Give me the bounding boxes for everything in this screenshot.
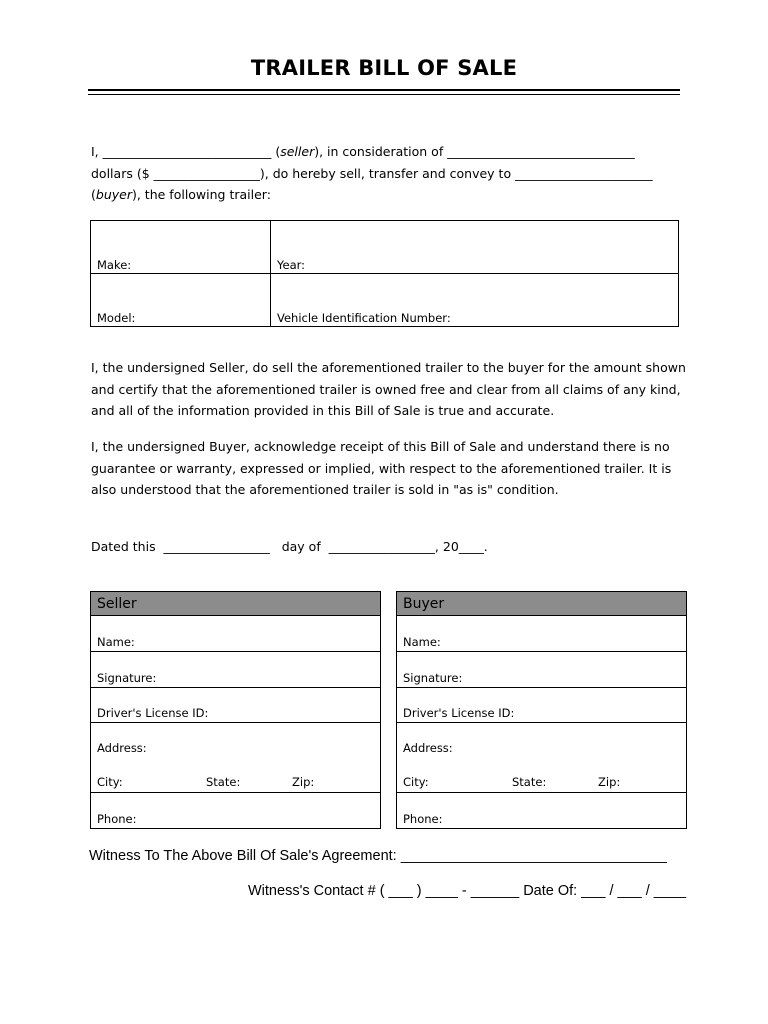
vehicle-table	[90, 220, 679, 327]
intro-line-1	[91, 141, 681, 163]
seller-header: Seller	[91, 592, 380, 616]
year-cell[interactable]	[271, 221, 679, 274]
seller-license-field[interactable]	[91, 688, 380, 723]
seller-zip-label: Zip:	[292, 775, 315, 789]
buyer-header: Buyer	[397, 592, 686, 616]
year-label: Year:	[277, 258, 306, 272]
title-rule-thick	[88, 89, 680, 91]
buyer-statement-line: guarantee or warranty, expressed or implied, with respect to the aforementioned trailer. It is	[91, 460, 672, 476]
seller-term: seller	[280, 144, 315, 159]
seller-phone-field[interactable]	[91, 793, 380, 828]
seller-phone-label: Phone:	[97, 812, 137, 826]
witness-agreement-line[interactable]: Witness To The Above Bill Of Sale's Agreement: _________________________________	[89, 848, 667, 864]
vehicle-row-1	[91, 221, 679, 274]
seller-box	[90, 591, 381, 829]
buyer-zip-label: Zip:	[598, 775, 621, 789]
make-label: Make:	[97, 258, 132, 272]
buyer-signature-label: Signature:	[403, 671, 463, 685]
buyer-box	[396, 591, 687, 829]
seller-address-label: Address:	[97, 741, 147, 755]
seller-city-label: City:	[97, 775, 123, 789]
buyer-address-label: Address:	[403, 741, 453, 755]
document-title: TRAILER BILL OF SALE	[250, 56, 518, 80]
seller-address-field[interactable]	[91, 723, 380, 793]
title-rule-thin	[88, 94, 680, 95]
buyer-license-label: Driver's License ID:	[403, 706, 515, 720]
intro-line-3	[91, 184, 681, 206]
seller-license-label: Driver's License ID:	[97, 706, 209, 720]
intro-line-3-start: (	[91, 187, 96, 202]
witness-contact-line[interactable]: Witness's Contact # ( ___ ) ____ - ______ Date Of: ___ / ___ / ____	[248, 883, 687, 899]
buyer-phone-field[interactable]	[397, 793, 686, 828]
intro-line-2: dollars ($ _________________), do hereby sell, transfer and convey to ______________________	[91, 165, 653, 181]
buyer-state-label: State:	[512, 775, 547, 789]
buyer-statement-line: I, the undersigned Buyer, acknowledge receipt of this Bill of Sale and understand there is no	[91, 439, 670, 454]
dated-line[interactable]: Dated this _________________ day of _________________, 20____.	[91, 539, 488, 554]
buyer-license-field[interactable]	[397, 688, 686, 723]
seller-statement	[91, 357, 686, 422]
buyer-city-label: City:	[403, 775, 429, 789]
seller-name-field[interactable]	[91, 616, 380, 652]
vin-cell[interactable]	[271, 274, 679, 327]
seller-statement-line: and all of the information provided in this Bill of Sale is true and accurate.	[91, 403, 555, 418]
intro-line-1-start: I, ___________________________ (	[91, 144, 281, 159]
model-cell[interactable]	[91, 274, 271, 327]
intro-line-1-end: ), in consideration of ______________________________	[314, 144, 635, 159]
buyer-name-label: Name:	[403, 635, 441, 649]
buyer-name-field[interactable]	[397, 616, 686, 652]
intro-paragraph	[91, 141, 681, 206]
buyer-statement	[91, 436, 681, 501]
seller-state-label: State:	[206, 775, 241, 789]
seller-statement-line: I, the undersigned Seller, do sell the aforementioned trailer to the buyer for the amount shown	[91, 360, 686, 375]
buyer-address-field[interactable]	[397, 723, 686, 793]
seller-signature-label: Signature:	[97, 671, 157, 685]
buyer-signature-field[interactable]	[397, 652, 686, 688]
intro-line-3-end: ), the following trailer:	[131, 187, 271, 202]
buyer-term: buyer	[95, 187, 132, 202]
buyer-statement-line: also understood that the aforementioned trailer is sold in "as is" condition.	[91, 482, 559, 497]
buyer-phone-label: Phone:	[403, 812, 443, 826]
seller-statement-line: and certify that the aforementioned trailer is owned free and clear from all claims of any kind,	[91, 381, 681, 397]
seller-name-label: Name:	[97, 635, 135, 649]
vin-label: Vehicle Identification Number:	[277, 311, 451, 325]
vehicle-row-2	[91, 274, 679, 327]
make-cell[interactable]	[91, 221, 271, 274]
model-label: Model:	[97, 311, 136, 325]
seller-signature-field[interactable]	[91, 652, 380, 688]
